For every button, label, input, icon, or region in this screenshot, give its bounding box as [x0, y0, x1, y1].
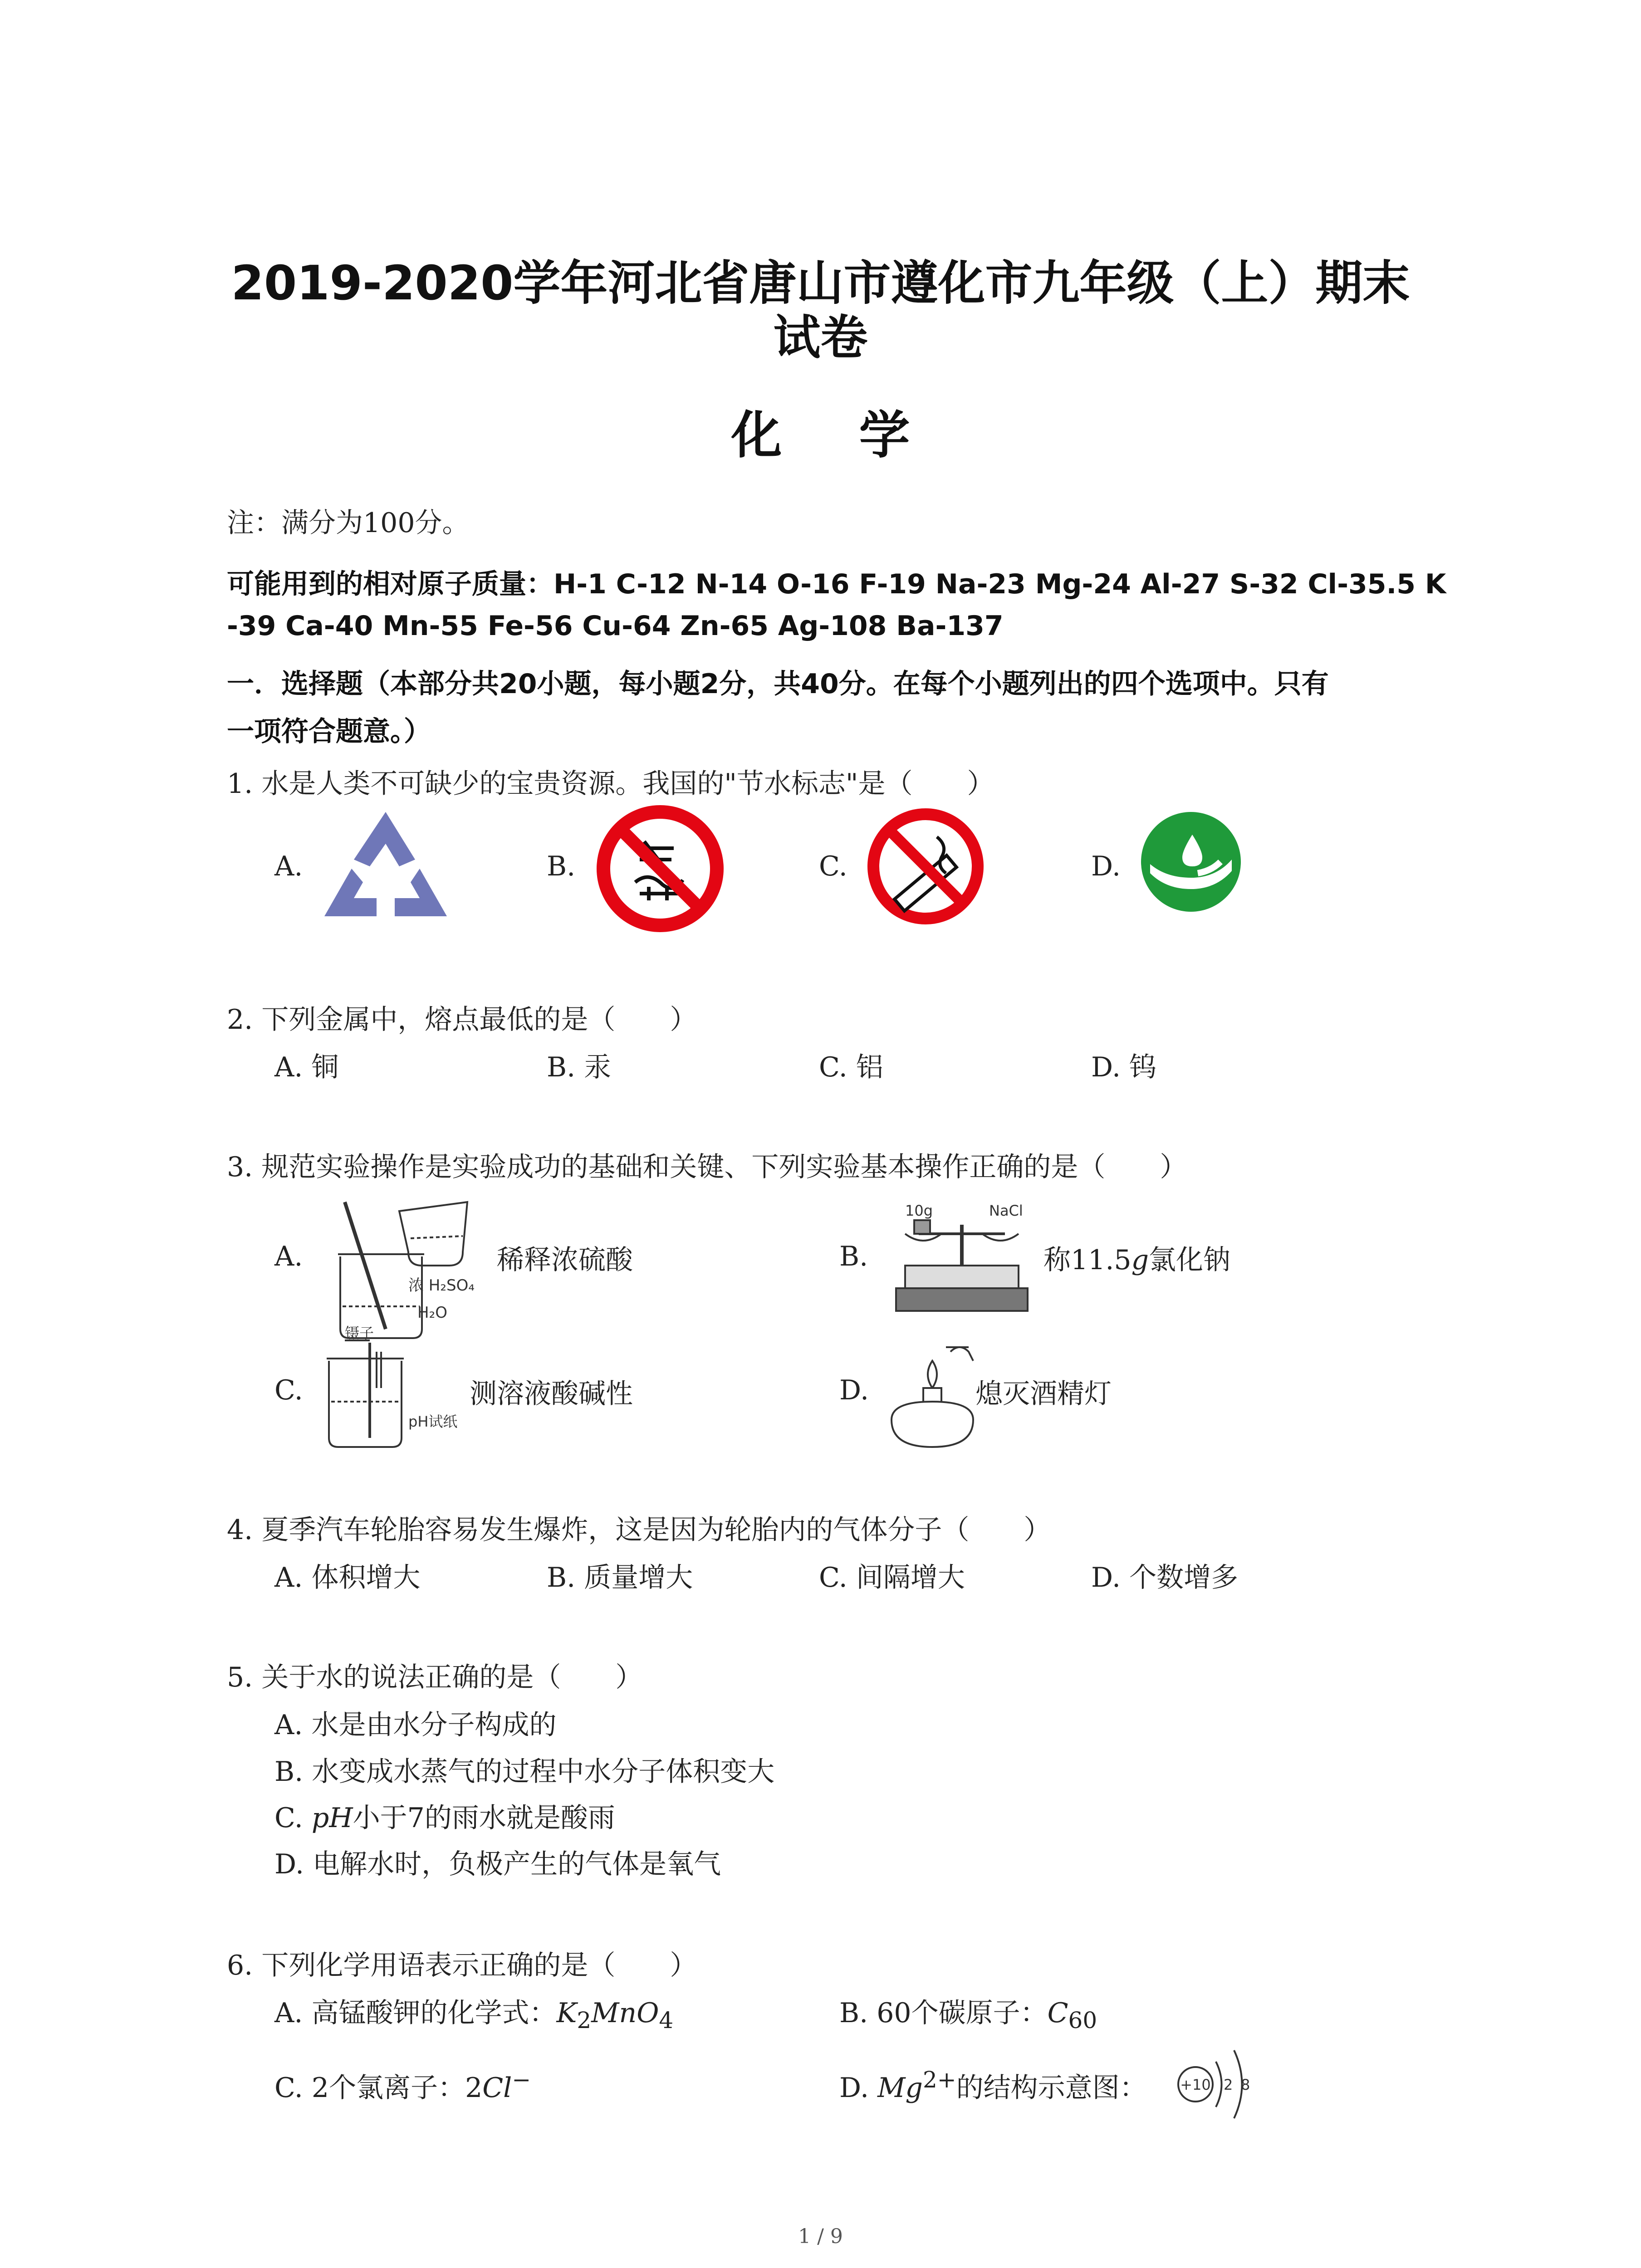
question-3-stem: 3. 规范实验操作是实验成功的基础和关键、下列实验基本操作正确的是（ ）: [227, 1151, 1187, 1183]
atomic-mass-line1: 可能用到的相对原子质量：H-1 C-12 N-14 O-16 F-19 Na-23 Mg-24 Al-27 S-32 Cl-35.5 K: [227, 568, 1446, 600]
question-6-stem: 6. 下列化学用语表示正确的是（ ）: [227, 1950, 697, 1981]
no-fireworks-icon: [594, 803, 726, 934]
q3-option-d-text: 熄灭酒精灯: [975, 1378, 1112, 1410]
q3-option-d-label: D.: [839, 1374, 869, 1406]
weight-10g-label: 10g: [905, 1202, 933, 1219]
alcohol-lamp-figure: [882, 1334, 982, 1452]
q1-option-a-label: A.: [274, 850, 303, 882]
q6-option-c: C. 2个氯离子：2Cl−: [274, 2067, 531, 2104]
q5-option-d: D. 电解水时，负极产生的气体是氧气: [274, 1848, 721, 1880]
q4-option-c: C. 间隔增大: [819, 1562, 965, 1593]
q3-option-b-text: 称11.5g氯化钠: [1043, 1244, 1231, 1276]
section1-heading-line2: 一项符合题意。）: [227, 716, 431, 748]
subject-title: 化学: [731, 406, 987, 465]
q4-option-a: A. 体积增大: [274, 1562, 421, 1593]
ph-test-figure: [318, 1325, 481, 1452]
q1-option-d-label: D.: [1091, 850, 1121, 882]
page-number: 1 / 9: [798, 2225, 843, 2248]
q3-option-c-label: C.: [274, 1374, 303, 1406]
section1-heading-line1: 一．选择题（本部分共20小题，每小题2分，共40分。在每个小题列出的四个选项中。只有: [227, 668, 1329, 700]
question-2-stem: 2. 下列金属中，熔点最低的是（ ）: [227, 1004, 697, 1036]
question-4-stem: 4. 夏季汽车轮胎容易发生爆炸，这是因为轮胎内的气体分子（ ）: [227, 1514, 1051, 1546]
q1-option-b-label: B.: [547, 850, 576, 882]
ph-paper-label: pH试纸: [408, 1413, 458, 1430]
q6-option-d: D. $Mg^{2+}$的结构示意图：: [839, 2067, 1147, 2104]
q2-option-b: B. 汞: [547, 1051, 612, 1083]
q3-option-b-label: B.: [839, 1241, 868, 1272]
no-smoking-icon: [864, 805, 987, 928]
shell-1-electrons: 2: [1224, 2076, 1233, 2093]
q5-option-a: A. 水是由水分子构成的: [274, 1709, 557, 1741]
water-saving-icon: [1139, 810, 1243, 914]
q2-option-d: D. 钨: [1091, 1051, 1157, 1083]
q5-option-b: B. 水变成水蒸气的过程中水分子体积变大: [274, 1756, 775, 1788]
q4-option-d: D. 个数增多: [1091, 1562, 1239, 1593]
q3-option-a-text: 稀释浓硫酸: [497, 1244, 633, 1276]
q6-option-b: B. 60个碳原子：$C_{60}$: [839, 1997, 1097, 2033]
doc-title-line1: 2019-2020学年河北省唐山市遵化市九年级（上）期末: [231, 255, 1410, 311]
nacl-label: NaCl: [989, 1202, 1023, 1219]
q5-option-c: C. pH小于7的雨水就是酸雨: [274, 1802, 615, 1834]
q3-option-a-label: A.: [274, 1241, 303, 1272]
balance-figure: [887, 1198, 1037, 1315]
doc-title-line2: 试卷: [773, 310, 868, 365]
q6-option-a: A. 高锰酸钾的化学式：$K_2MnO_4$: [274, 1997, 674, 2033]
q2-option-c: C. 铝: [819, 1051, 883, 1083]
question-1-stem: 1. 水是人类不可缺少的宝贵资源。我国的"节水标志"是（ ）: [227, 768, 994, 800]
conc-h2so4-label: 浓 H₂SO₄: [408, 1276, 475, 1295]
q2-option-a: A. 铜: [274, 1051, 339, 1083]
nucleus-charge-label: +10: [1180, 2076, 1211, 2093]
tweezers-label: 镊子: [345, 1325, 374, 1342]
mg-ion-structure-diagram: [1173, 2041, 1264, 2127]
q1-option-c-label: C.: [819, 850, 847, 882]
question-5-stem: 5. 关于水的说法正确的是（ ）: [227, 1662, 643, 1693]
q3-option-c-text: 测溶液酸碱性: [470, 1378, 633, 1410]
atomic-mass-line2: -39 Ca-40 Mn-55 Fe-56 Cu-64 Zn-65 Ag-108 Ba-137: [227, 610, 1004, 642]
full-marks-note: 注：满分为100分。: [227, 507, 470, 539]
shell-2-electrons: 8: [1241, 2076, 1250, 2093]
q4-option-b: B. 质量增大: [547, 1562, 693, 1593]
h2o-label: H₂O: [417, 1304, 447, 1322]
recycle-icon: [322, 807, 449, 925]
